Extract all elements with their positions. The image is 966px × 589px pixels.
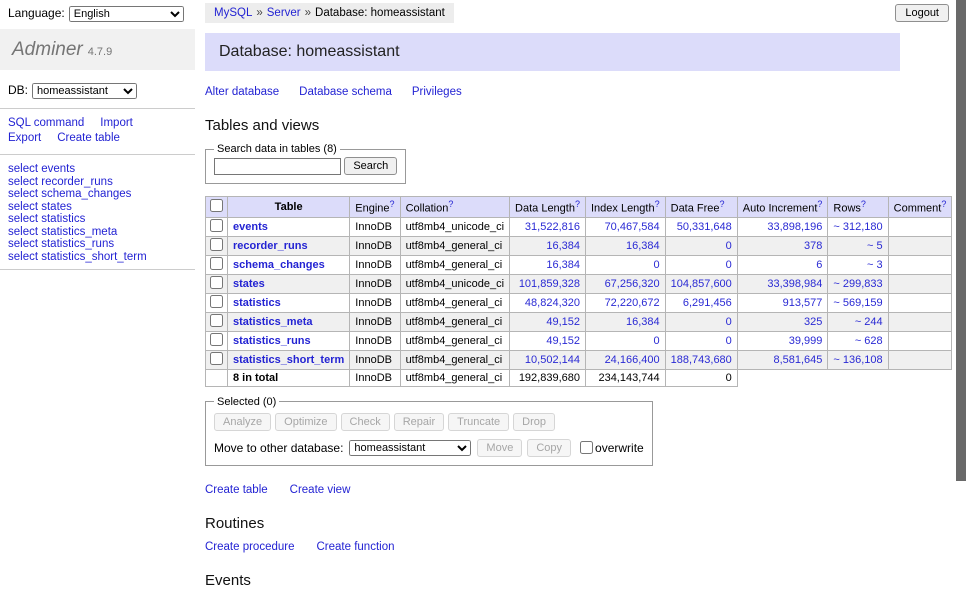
- table-link-schema_changes[interactable]: schema_changes: [233, 258, 325, 271]
- column-header-label: Data Length: [515, 202, 575, 215]
- main-content: [205, 0, 956, 589]
- sidebar-item-select-statistics_short_term[interactable]: select statistics_short_term: [8, 250, 147, 263]
- routine-link-create-function[interactable]: Create function: [316, 540, 395, 553]
- logout-button[interactable]: Logout: [895, 4, 949, 22]
- auto-increment-cell: 6: [737, 255, 828, 274]
- row-checkbox[interactable]: [210, 257, 223, 270]
- table-link-statistics_runs[interactable]: statistics_runs: [233, 334, 311, 347]
- vertical-scrollbar[interactable]: [956, 0, 966, 481]
- table-row: [206, 312, 952, 331]
- breadcrumb-link-server[interactable]: Server: [266, 7, 301, 19]
- data-free-cell: 50,331,648: [665, 217, 737, 236]
- column-header-data-free: [665, 197, 737, 218]
- rows-cell: ~ 3: [828, 255, 888, 274]
- database-nav-links: [205, 86, 956, 98]
- comment-cell: [888, 255, 952, 274]
- index-length-cell: 67,256,320: [585, 274, 665, 293]
- index-length-cell: 24,166,400: [585, 350, 665, 369]
- db-label: DB:: [8, 83, 29, 97]
- table-row: [206, 217, 952, 236]
- sidebar-item-select-statistics_meta[interactable]: select statistics_meta: [8, 225, 118, 238]
- column-header-table: [228, 197, 350, 218]
- sidebar-link-sql-command[interactable]: SQL command: [8, 117, 85, 129]
- total-label-cell: 8 in total: [228, 369, 350, 386]
- table-link-recorder_runs[interactable]: recorder_runs: [233, 239, 308, 252]
- data-length-cell: 16,384: [510, 255, 586, 274]
- check-button[interactable]: Check: [341, 413, 390, 431]
- move-db-select[interactable]: [349, 440, 471, 456]
- rows-cell: ~ 5: [828, 236, 888, 255]
- comment-cell: [888, 312, 952, 331]
- total-collation-cell: utf8mb4_general_ci: [400, 369, 509, 386]
- index-length-cell: 0: [585, 331, 665, 350]
- sidebar-link-create-table[interactable]: Create table: [57, 132, 120, 144]
- row-checkbox[interactable]: [210, 238, 223, 251]
- table-row: [206, 350, 952, 369]
- auto-increment-cell: 8,581,645: [737, 350, 828, 369]
- copy-button[interactable]: Copy: [527, 439, 571, 457]
- column-header-label: Table: [274, 200, 303, 213]
- engine-cell: InnoDB: [350, 274, 400, 293]
- column-header-label: Rows: [833, 202, 861, 215]
- repair-button[interactable]: Repair: [394, 413, 444, 431]
- move-label: Move to other database:: [214, 440, 344, 455]
- search-legend: Search data in tables (8): [217, 143, 337, 155]
- row-checkbox[interactable]: [210, 333, 223, 346]
- language-select[interactable]: [69, 6, 184, 22]
- row-select-cell: [206, 274, 228, 293]
- auto-increment-cell: 39,999: [737, 331, 828, 350]
- engine-cell: InnoDB: [350, 217, 400, 236]
- table-link-statistics_short_term[interactable]: statistics_short_term: [233, 353, 345, 366]
- sidebar-action-links: [8, 116, 187, 146]
- collation-cell: utf8mb4_general_ci: [400, 293, 509, 312]
- table-name-cell: [228, 331, 350, 350]
- breadcrumb-separator: »: [304, 7, 312, 19]
- move-row: [214, 439, 644, 457]
- db-select[interactable]: [32, 83, 137, 99]
- table-name-cell: [228, 274, 350, 293]
- column-header-comment: [888, 197, 952, 218]
- data-free-cell: 0: [665, 255, 737, 274]
- data-length-cell: 48,824,320: [510, 293, 586, 312]
- create-link-create-table[interactable]: Create table: [205, 483, 268, 496]
- data-free-cell: 0: [665, 236, 737, 255]
- index-length-cell: 0: [585, 255, 665, 274]
- auto-increment-cell: 913,577: [737, 293, 828, 312]
- data-free-cell: 104,857,600: [665, 274, 737, 293]
- column-header-label: Data Free: [670, 202, 720, 215]
- overwrite-checkbox[interactable]: [580, 441, 593, 454]
- table-link-events[interactable]: events: [233, 220, 268, 233]
- search-button[interactable]: Search: [344, 157, 397, 175]
- comment-cell: [888, 274, 952, 293]
- sidebar-item-select-statistics_runs[interactable]: select statistics_runs: [8, 238, 115, 250]
- move-button[interactable]: Move: [477, 439, 522, 457]
- selected-legend: Selected (0): [217, 395, 277, 408]
- selected-fieldset: [205, 396, 653, 466]
- collation-cell: utf8mb4_unicode_ci: [400, 217, 509, 236]
- row-select-cell: [206, 217, 228, 236]
- sidebar-divider: [0, 108, 195, 109]
- data-free-cell: 188,743,680: [665, 350, 737, 369]
- comment-cell: [888, 350, 952, 369]
- language-label: Language:: [8, 6, 65, 20]
- engine-cell: InnoDB: [350, 350, 400, 369]
- column-header-auto-increment: [737, 197, 828, 218]
- row-select-cell: [206, 350, 228, 369]
- collation-cell: utf8mb4_general_ci: [400, 312, 509, 331]
- analyze-button[interactable]: Analyze: [214, 413, 271, 431]
- index-length-cell: 16,384: [585, 312, 665, 331]
- overwrite-option: [576, 441, 644, 455]
- index-length-cell: 72,220,672: [585, 293, 665, 312]
- sidebar-item-select-schema_changes[interactable]: select schema_changes: [8, 188, 132, 200]
- app-logo: Adminer: [12, 38, 83, 60]
- table-row: [206, 255, 952, 274]
- select-all-cell: [206, 197, 228, 218]
- table-name-cell: [228, 255, 350, 274]
- data-free-cell: 0: [665, 331, 737, 350]
- routines-heading: Routines: [205, 514, 265, 532]
- rows-cell: ~ 312,180: [828, 217, 888, 236]
- row-checkbox[interactable]: [210, 314, 223, 327]
- sidebar-item-select-statistics[interactable]: select statistics: [8, 213, 86, 225]
- breadcrumb-separator: »: [256, 7, 263, 19]
- table-row: [206, 274, 952, 293]
- index-length-cell: 70,467,584: [585, 217, 665, 236]
- column-header-collation: [400, 197, 509, 218]
- collation-cell: utf8mb4_unicode_ci: [400, 274, 509, 293]
- total-index-length-cell: 234,143,744: [585, 369, 665, 386]
- select-all-checkbox[interactable]: [210, 199, 223, 212]
- create-link-create-view[interactable]: Create view: [289, 483, 351, 496]
- help-link[interactable]: ?: [860, 199, 866, 209]
- db-action-alter-database[interactable]: Alter database: [205, 86, 280, 98]
- db-selector-row: [8, 83, 195, 99]
- column-header-index-length: [585, 197, 665, 218]
- truncate-button[interactable]: Truncate: [448, 413, 509, 431]
- comment-cell: [888, 331, 952, 350]
- row-checkbox[interactable]: [210, 219, 223, 232]
- search-fieldset: [205, 143, 406, 184]
- engine-cell: InnoDB: [350, 255, 400, 274]
- table-name-cell: [228, 236, 350, 255]
- app-logo-band: [0, 29, 195, 70]
- table-name-cell: [228, 293, 350, 312]
- total-empty-cell: [206, 369, 228, 386]
- tables-overview-table: [205, 196, 952, 387]
- sidebar-link-import[interactable]: Import: [100, 117, 133, 129]
- data-free-cell: 0: [665, 312, 737, 331]
- row-select-cell: [206, 331, 228, 350]
- routine-links: [205, 541, 956, 553]
- row-select-cell: [206, 293, 228, 312]
- table-name-cell: [228, 350, 350, 369]
- db-action-privileges[interactable]: Privileges: [411, 86, 462, 98]
- engine-cell: InnoDB: [350, 293, 400, 312]
- overwrite-label: overwrite: [595, 440, 644, 455]
- data-length-cell: 31,522,816: [510, 217, 586, 236]
- sidebar-item-select-recorder_runs[interactable]: select recorder_runs: [8, 175, 113, 188]
- row-checkbox[interactable]: [210, 295, 223, 308]
- sidebar-link-export[interactable]: Export: [8, 132, 42, 144]
- app-version: 4.7.9: [87, 46, 113, 58]
- page-title: Database: homeassistant: [205, 33, 900, 71]
- table-row: [206, 331, 952, 350]
- language-row: [0, 0, 195, 22]
- breadcrumb-current: Database: homeassistant: [315, 7, 445, 19]
- sidebar-item-select-events[interactable]: select events: [8, 163, 76, 175]
- column-header-label: Comment: [893, 202, 942, 215]
- table-name-cell: [228, 217, 350, 236]
- search-input[interactable]: [214, 158, 341, 175]
- data-free-cell: 6,291,456: [665, 293, 737, 312]
- sidebar-divider: [0, 154, 195, 155]
- row-checkbox[interactable]: [210, 352, 223, 365]
- help-link[interactable]: ?: [719, 199, 725, 209]
- row-select-cell: [206, 236, 228, 255]
- collation-cell: utf8mb4_general_ci: [400, 236, 509, 255]
- table-link-states[interactable]: states: [233, 277, 265, 290]
- auto-increment-cell: 378: [737, 236, 828, 255]
- column-header-label: Collation: [405, 202, 449, 215]
- sidebar-divider: [0, 269, 195, 270]
- comment-cell: [888, 293, 952, 312]
- engine-cell: InnoDB: [350, 331, 400, 350]
- help-link[interactable]: ?: [448, 199, 454, 209]
- total-data-free-cell: 0: [665, 369, 737, 386]
- rows-cell: ~ 299,833: [828, 274, 888, 293]
- data-length-cell: 10,502,144: [510, 350, 586, 369]
- row-select-cell: [206, 255, 228, 274]
- collation-cell: utf8mb4_general_ci: [400, 255, 509, 274]
- help-link[interactable]: ?: [817, 199, 823, 209]
- db-action-database-schema[interactable]: Database schema: [299, 86, 392, 98]
- rows-cell: ~ 136,108: [828, 350, 888, 369]
- selected-actions: [214, 413, 644, 431]
- collation-cell: utf8mb4_general_ci: [400, 331, 509, 350]
- table-total-row: [206, 369, 952, 386]
- table-row: [206, 236, 952, 255]
- auto-increment-cell: 325: [737, 312, 828, 331]
- column-header-label: Index Length: [590, 202, 655, 215]
- sidebar-item-select-states[interactable]: select states: [8, 200, 72, 213]
- help-link[interactable]: ?: [654, 199, 660, 209]
- optimize-button[interactable]: Optimize: [275, 413, 336, 431]
- comment-cell: [888, 217, 952, 236]
- column-header-engine: [350, 197, 400, 218]
- create-links: [205, 484, 956, 496]
- events-heading: Events: [205, 571, 251, 589]
- column-header-data-length: [510, 197, 586, 218]
- table-header-row: [206, 197, 952, 218]
- breadcrumb: [205, 3, 454, 23]
- data-length-cell: 101,859,328: [510, 274, 586, 293]
- table-name-cell: [228, 312, 350, 331]
- tables-and-views-heading: Tables and views: [205, 117, 320, 134]
- index-length-cell: 16,384: [585, 236, 665, 255]
- table-link-statistics[interactable]: statistics: [233, 296, 281, 309]
- total-engine-cell: InnoDB: [350, 369, 400, 386]
- table-link-statistics_meta[interactable]: statistics_meta: [233, 315, 313, 328]
- auto-increment-cell: 33,898,196: [737, 217, 828, 236]
- comment-cell: [888, 236, 952, 255]
- column-header-rows: [828, 197, 888, 218]
- rows-cell: ~ 628: [828, 331, 888, 350]
- help-link[interactable]: ?: [574, 199, 580, 209]
- row-checkbox[interactable]: [210, 276, 223, 289]
- routine-link-create-procedure[interactable]: Create procedure: [205, 540, 295, 553]
- sidebar: [0, 0, 195, 270]
- drop-button[interactable]: Drop: [513, 413, 555, 431]
- rows-cell: ~ 569,159: [828, 293, 888, 312]
- breadcrumb-link-mysql[interactable]: MySQL: [214, 7, 253, 19]
- data-length-cell: 16,384: [510, 236, 586, 255]
- row-select-cell: [206, 312, 228, 331]
- engine-cell: InnoDB: [350, 312, 400, 331]
- column-header-label: Engine: [355, 202, 390, 215]
- engine-cell: InnoDB: [350, 236, 400, 255]
- column-header-label: Auto Increment: [742, 202, 818, 215]
- data-length-cell: 49,152: [510, 331, 586, 350]
- help-link[interactable]: ?: [941, 199, 947, 209]
- sidebar-table-links: [8, 163, 187, 263]
- total-data-length-cell: 192,839,680: [510, 369, 586, 386]
- help-link[interactable]: ?: [389, 199, 395, 209]
- data-length-cell: 49,152: [510, 312, 586, 331]
- auto-increment-cell: 33,398,984: [737, 274, 828, 293]
- table-row: [206, 293, 952, 312]
- collation-cell: utf8mb4_general_ci: [400, 350, 509, 369]
- rows-cell: ~ 244: [828, 312, 888, 331]
